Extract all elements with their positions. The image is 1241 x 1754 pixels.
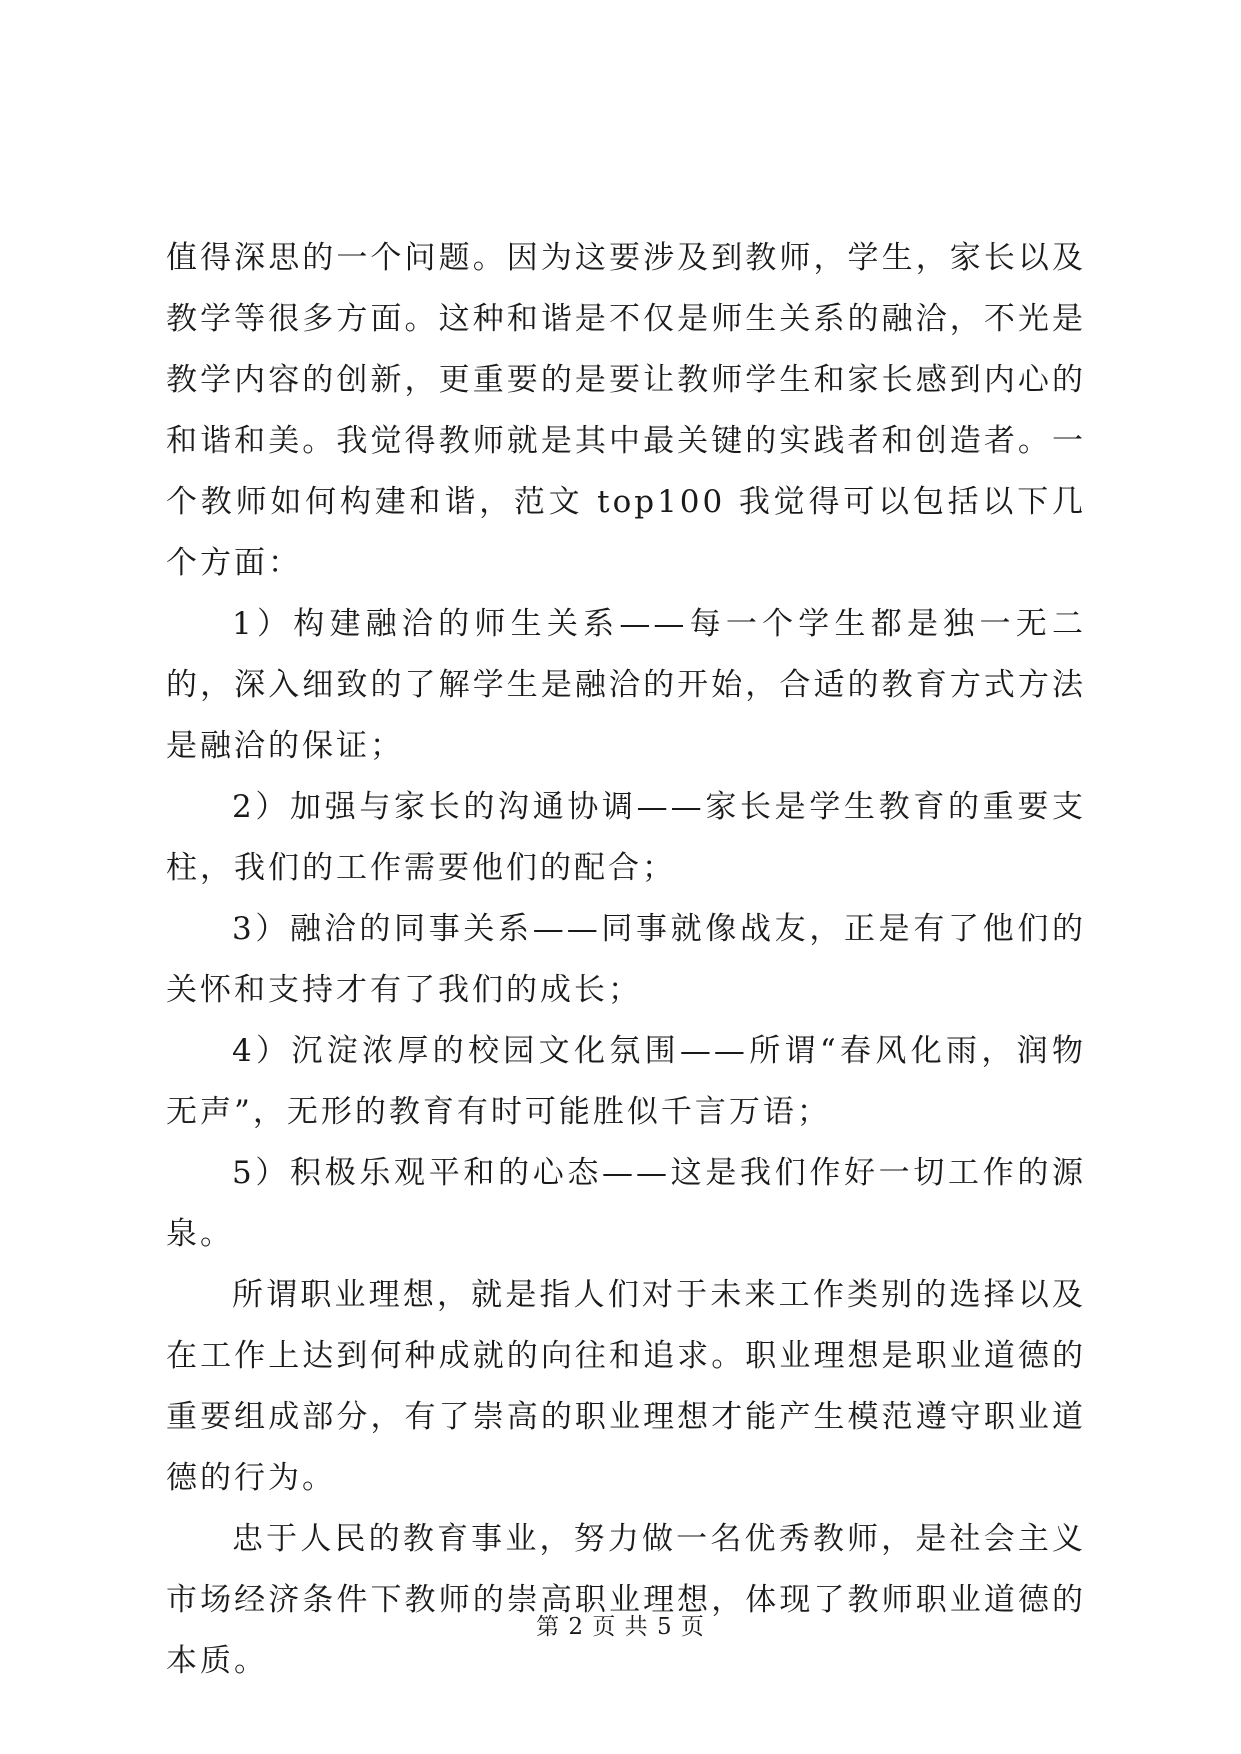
document-body [166,228,1086,1692]
page-number-footer: 第 2 页 共 5 页 [536,1614,705,1640]
paragraph-item-2: 2）加强与家长的沟通协调——家长是学生教育的重要支柱，我们的工作需要他们的配合； [166,789,1086,886]
paragraph-conclusion: 忠于人民的教育事业，努力做一名优秀教师，是社会主义市场经济条件下教师的崇高职业理想，体现了教师职业道德的本质。 [166,1521,1086,1679]
paragraph-item-4: 4）沉淀浓厚的校园文化氛围——所谓“春风化雨，润物无声”，无形的教育有时可能胜似千言万语； [166,1033,1086,1130]
paragraph-item-1: 1）构建融洽的师生关系——每一个学生都是独一无二的，深入细致的了解学生是融洽的开始，合适的教育方式方法是融洽的保证； [166,606,1086,764]
paragraph-career-ideal: 所谓职业理想，就是指人们对于未来工作类别的选择以及在工作上达到何种成就的向往和追求。职业理想是职业道德的重要组成部分，有了崇高的职业理想才能产生模范遵守职业道德的行为。 [166,1277,1086,1496]
paragraph-item-3: 3）融洽的同事关系——同事就像战友，正是有了他们的关怀和支持才有了我们的成长； [166,911,1086,1008]
paragraph-item-5: 5）积极乐观平和的心态——这是我们作好一切工作的源泉。 [166,1155,1086,1252]
paragraph-intro: 值得深思的一个问题。因为这要涉及到教师，学生，家长以及教学等很多方面。这种和谐是不仅是师生关系的融洽，不光是教学内容的创新，更重要的是要让教师学生和家长感到内心的和谐和美。我觉得教师就是其中最关键的实践者和创造者。一个教师如何构建和谐，范文 top100 我觉得可以包括以下几个方面： [166,240,1086,581]
